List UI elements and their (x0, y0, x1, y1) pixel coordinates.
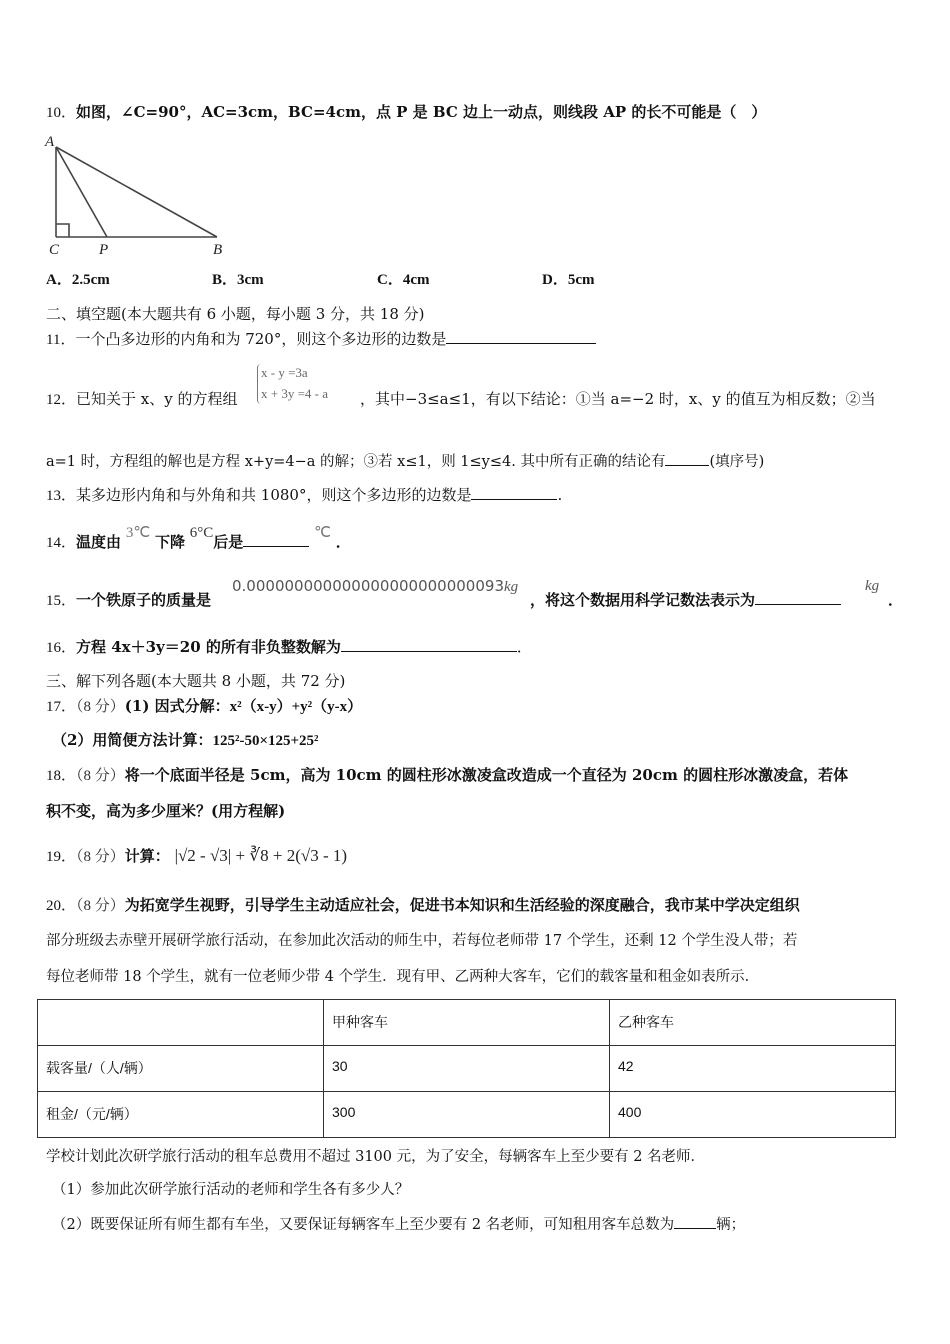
q20-number: 20． (46, 898, 77, 914)
q19-label: 计算： (124, 847, 170, 865)
q12-answer-blank[interactable] (665, 451, 709, 466)
q20-sub2-answer-blank[interactable] (674, 1214, 716, 1229)
table-row-label-capacity: 载客量/（人/辆） (38, 1046, 324, 1092)
q12-line2-end: (填序号) (709, 454, 765, 470)
q19-expression: |√2 - √3| + ∛8 + 2(√3 - 1) (174, 846, 348, 865)
q20-after-table: 学校计划此次研学旅行活动的租车总费用不超过 3100 元，为了安全，每辆客车上至少要有 2 名老师． (46, 1149, 706, 1165)
q15-unit1: kg (504, 579, 519, 595)
table-row-label-rent: 租金/（元/辆） (38, 1092, 324, 1138)
q10-number: 10． (46, 105, 77, 121)
q20-line3: 每位老师带 18 个学生，就有一位老师少带 4 个学生．现有甲、乙两种大客车，它们的载客量和租金如表所示． (46, 969, 760, 985)
q18-line2: 积不变，高为多少厘米？(用方程解) (46, 802, 286, 820)
label-c: C (49, 242, 60, 258)
q17-part1-expr: x²（x-y）+y²（y-x） (229, 699, 363, 715)
q18-line1 (46, 765, 848, 786)
q11-number: 11． (46, 332, 76, 348)
table-row (38, 1046, 896, 1092)
q11-text: 一个凸多边形的内角和为 720°，则这个多边形的边数是 (75, 330, 447, 348)
q15-value: 0.000000000000000000000000093 (232, 577, 504, 595)
q14-number: 14． (46, 535, 77, 551)
q16-line (46, 637, 532, 658)
q16-end: ． (516, 638, 532, 656)
q20-line1 (46, 895, 800, 916)
q15-mass-value (232, 576, 518, 597)
q20-sub2-text: （2）既要保证所有师生都有车坐，又要保证每辆客车上至少要有 2 名老师，可知租用客车总数为 (52, 1217, 675, 1233)
label-a: A (45, 134, 55, 150)
q10-option-c[interactable]: C．4cm (377, 272, 430, 288)
q14-answer-blank[interactable] (243, 532, 309, 547)
q12-equation-system (261, 362, 328, 404)
q18-number: 18． (46, 768, 77, 784)
table-cell-capacity-b: 42 (610, 1046, 896, 1092)
q11-answer-blank[interactable] (446, 329, 596, 344)
q15-end: ． (888, 591, 904, 609)
q17-number: 17． (46, 699, 77, 715)
q18-score: （8 分） (76, 768, 125, 784)
q14-start-temp: 3℃ (125, 525, 151, 541)
q15-text2: ，将这个数据用科学记数法表示为 (530, 591, 756, 609)
q10-stem: 如图，∠C=90°，AC=3cm，BC=4cm，点 P 是 BC 边上一动点，则线段 AP 的长不可能是（ ） (76, 103, 767, 121)
q14-text1: 温度由 (76, 533, 122, 551)
q20-sub1: （1）参加此次研学旅行活动的老师和学生各有多少人？ (52, 1182, 410, 1198)
q12-eq1: x - y =3a (261, 365, 308, 380)
table-cell-rent-a: 300 (324, 1092, 610, 1138)
q17-score: （8 分） (76, 699, 125, 715)
q17-line2 (52, 730, 319, 751)
q17-part2-expr: 125²-50×125+25² (212, 733, 319, 749)
q12-number: 12． (46, 392, 77, 408)
q19-number: 19． (46, 849, 77, 865)
q20-sub2 (52, 1214, 745, 1235)
q17-line1 (46, 696, 362, 717)
q19-score: （8 分） (76, 849, 125, 865)
q13-end: . (557, 486, 563, 504)
q11-line (46, 329, 596, 350)
section2-title: 二、填空题(本大题共有 6 小题，每小题 3 分，共 18 分) (46, 305, 425, 323)
q14-text3: 后是 (213, 533, 244, 551)
q15-line (46, 590, 211, 611)
section3-title: 三、解下列各题(本大题共 8 小题，共 72 分) (46, 672, 346, 690)
q16-text: 方程 4x＋3y＝20 的所有非负整数解为 (76, 638, 341, 656)
table-header-row (38, 1000, 896, 1046)
q15-text1: 一个铁原子的质量是 (76, 591, 212, 609)
q12-line2-text: a=1 时，方程组的解也是方程 x+y=4−a 的解；③若 x≤1，则 1≤y≤4. 其中所有正确的结论有 (46, 454, 666, 470)
q17-part1-label: (1) 因式分解： (124, 697, 230, 715)
q13-number: 13． (46, 488, 77, 504)
q20-score: （8 分） (76, 898, 125, 914)
q10-stem-line (46, 102, 766, 123)
table-cell (38, 1000, 324, 1046)
q14-drop-temp: 6°C (189, 525, 214, 541)
q13-answer-blank[interactable] (471, 485, 557, 500)
q14-text2: 下降 (154, 533, 185, 551)
label-p: P (99, 242, 109, 258)
q12-eq2: x + 3y =4 - a (261, 386, 329, 401)
q16-number: 16． (46, 640, 77, 656)
q10-option-d[interactable]: D．5cm (542, 272, 595, 288)
q10-triangle-figure (40, 132, 240, 260)
q19-line (46, 846, 347, 867)
q18-text1: 将一个底面半径是 5cm，高为 10cm 的圆柱形冰激凌盒改造成一个直径为 20cm 的圆柱形冰激凌盒，若体 (124, 766, 849, 784)
table-cell-capacity-a: 30 (324, 1046, 610, 1092)
q12-after: ，其中−3≤a≤1，有以下结论：①当 a=−2 时，x、y 的值互为相反数；②当 (360, 390, 876, 408)
table-row (38, 1092, 896, 1138)
q20-text1: 为拓宽学生视野，引导学生主动适应社会，促进书本知识和生活经验的深度融合，我市某中学决定组织 (124, 896, 800, 914)
q13-text: 某多边形内角和与外角和共 1080°，则这个多边形的边数是 (76, 486, 472, 504)
table-header-bus-a: 甲种客车 (324, 1000, 610, 1046)
table-header-bus-b: 乙种客车 (610, 1000, 896, 1046)
q10-option-b[interactable]: B．3cm (212, 272, 264, 288)
q14-unit: ℃ (314, 525, 331, 541)
table-cell-rent-b: 400 (610, 1092, 896, 1138)
q12-line2 (46, 451, 764, 472)
q15-line-tail (530, 590, 841, 610)
q17-part2-label: （2）用简便方法计算： (52, 731, 213, 749)
bus-rental-table (37, 999, 896, 1138)
q12-intro: 已知关于 x、y 的方程组 (76, 390, 238, 408)
q13-line (46, 485, 562, 506)
q20-sub2-end: 辆； (716, 1217, 746, 1233)
q14-line (46, 525, 351, 553)
q20-line2: 部分班级去赤壁开展研学旅行活动，在参加此次活动的师生中，若每位老师带 17 个学生，还剩 12 个学生没人带；若 (46, 933, 798, 949)
q15-answer-blank[interactable] (755, 590, 841, 605)
q10-option-a[interactable]: A．2.5cm (46, 272, 110, 288)
label-b: B (213, 242, 223, 258)
q14-end: ． (335, 533, 351, 551)
q15-unit2: kg (865, 578, 880, 594)
q16-answer-blank[interactable] (341, 637, 517, 652)
q15-number: 15． (46, 593, 77, 609)
q12-line1 (46, 389, 238, 410)
